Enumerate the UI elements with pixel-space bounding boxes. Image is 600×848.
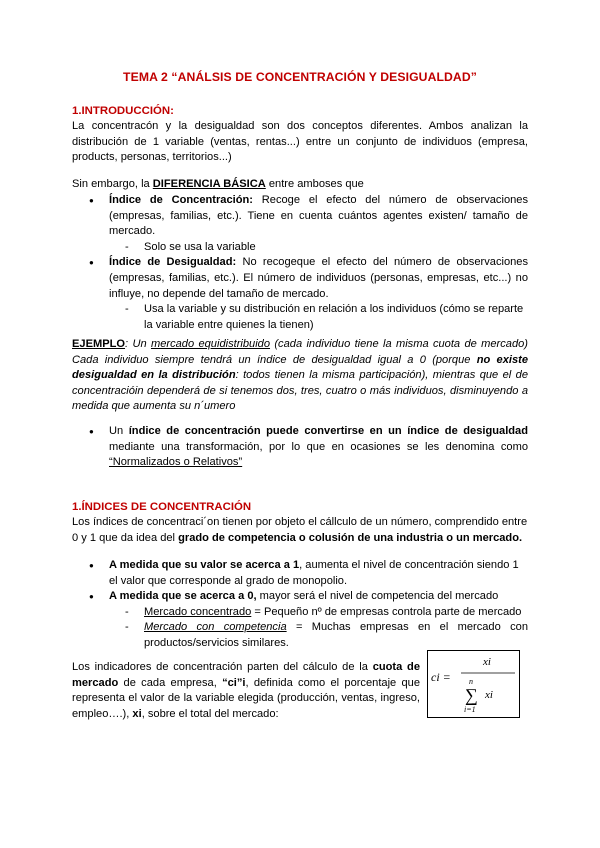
ms-bold-1: cuota de mercado	[72, 661, 420, 689]
indices-paragraph	[72, 515, 528, 546]
towards-zero-bold: A medida que se acerca a 0,	[109, 590, 257, 603]
normalized-list	[72, 424, 528, 471]
difference-intro	[72, 177, 528, 193]
ms-a: Los indicadores de concentración parten del cálculo de la	[72, 661, 373, 673]
normalized-bold: índice de concentración puede convertirse en un índice de desigualdad	[128, 425, 529, 437]
example-text-1: (cada individuo tiene la misma cuota de mercado) Cada individuo siempre tendrá un índice de desigualdad igual a 0 (porque	[72, 338, 528, 366]
normalized-text: mediante una transformación, por lo que en ocasiones se les denomina como	[109, 440, 528, 453]
formula-denominator: xi	[485, 689, 493, 701]
list-item-towards-zero	[72, 589, 528, 605]
ms-g: , sobre el total del mercado:	[141, 707, 279, 720]
market-share-paragraph	[72, 660, 420, 722]
indices-text: Los índices de concentraci´on tienen por objeto el cállculo de un número, comprendido entre 0 y 1 que da idea del	[72, 516, 528, 544]
example-colon: : Un	[125, 338, 151, 350]
list-item-towards-one	[72, 558, 528, 589]
concentrated-underlined: Mercado concentrado	[144, 605, 252, 618]
competition-underlined: Mercado con competencia	[144, 621, 287, 634]
list-item-inequality	[72, 255, 528, 302]
inequality-term: Índice de Desigualdad:	[109, 256, 237, 269]
example-paragraph	[72, 337, 528, 415]
difference-pre: Sin embargo, la	[72, 178, 153, 190]
concentration-term: Índice de Concentración:	[109, 194, 253, 206]
sub-item-concentration: - Solo se usa la variable	[72, 240, 528, 256]
list-item-concentration	[72, 193, 528, 240]
example-text-2: : todos tienen la misma participación), mientras que el de concentracióin dependerá de si tenemos dos, tres, cuatro o más individuos, disminuyendo a medida que aumenta su n´umero	[72, 369, 528, 413]
ms-e: , definida como el porcentaje que representa el valor de la variable elegida (producción, ventas, ingreso, empleo….),	[72, 676, 421, 720]
difference-list	[72, 193, 528, 333]
ms-bold-3: xi	[132, 707, 142, 720]
normalized-underlined: “Normalizados o Relativos”	[109, 456, 243, 469]
indices-bold: grado de competencia o colusión de una industria o un mercado.	[178, 531, 523, 544]
example-bold: no existe desigualdad en la distribución	[72, 353, 529, 382]
towards-one-bold: A medida que su valor se acerca a 1	[109, 559, 300, 571]
market-share-formula	[427, 650, 520, 718]
ms-c: de cada empresa,	[118, 676, 223, 689]
formula-numerator: xi	[483, 656, 491, 668]
indices-heading: 1.ÍNDICES DE CONCENTRACIÓN	[72, 501, 252, 513]
normalized-pre: Un	[109, 425, 129, 437]
intro-heading: 1.INTRODUCCIÓN:	[72, 105, 174, 117]
example-label: EJEMPLO	[72, 338, 126, 350]
concentration-text: Recoge el efecto del número de observaciones (empresas, familias, etc.). Tiene en cuenta cuántos agentes existen/ tamaño de mercado.	[109, 194, 529, 238]
intro-paragraph: La concentracón y la desigualdad son dos conceptos diferentes. Ambos analizan la distribución de 1 variable (ventas, rentas...) entre un conjunto de individuos (empresa, products, personas, territorios...)	[72, 120, 528, 164]
towards-one-text: , aumenta el nivel de concentración siendo 1 el valor que corresponde al grado de monopolio.	[109, 559, 519, 587]
indices-list	[72, 558, 528, 652]
list-item-normalized	[72, 424, 528, 471]
ms-bold-2: “ci”i	[222, 676, 246, 689]
difference-post: entre amboses que	[265, 178, 364, 190]
formula-sum-sign: ∑	[465, 685, 478, 705]
inequality-text: No recogeque el efecto del número de observaciones (empresas, familias, etc.). El número de individuos (personas, empresas, etc...) no influye, no depende del tamaño de mercado.	[109, 256, 529, 300]
example-underlined: mercado equidistribuido	[150, 338, 271, 350]
formula-sum-top: n	[469, 677, 473, 686]
sub-item-competition	[72, 620, 528, 651]
difference-term: DIFERENCIA BÁSICA	[152, 178, 266, 190]
competition-text: = Muchas empresas en el mercado con productos/servicios similares.	[144, 621, 528, 649]
concentrated-text: = Pequeño nº de empresas controla parte de mercado	[251, 605, 522, 618]
sub-item-concentrated	[72, 605, 528, 621]
towards-zero-text: mayor será el nivel de competencia del mercado	[256, 590, 499, 603]
sub-item-inequality: - Usa la variable y su distribución en relación a los individuos (cómo se reparte la variable entre quienes la tienen)	[72, 302, 528, 333]
formula-svg	[428, 651, 519, 717]
formula-lhs: ci =	[431, 670, 451, 684]
document-title: TEMA 2 “ANÁLSIS DE CONCENTRACIÓN Y DESIGUALDAD”	[123, 70, 477, 84]
formula-sum-bottom: i=1	[464, 705, 476, 714]
